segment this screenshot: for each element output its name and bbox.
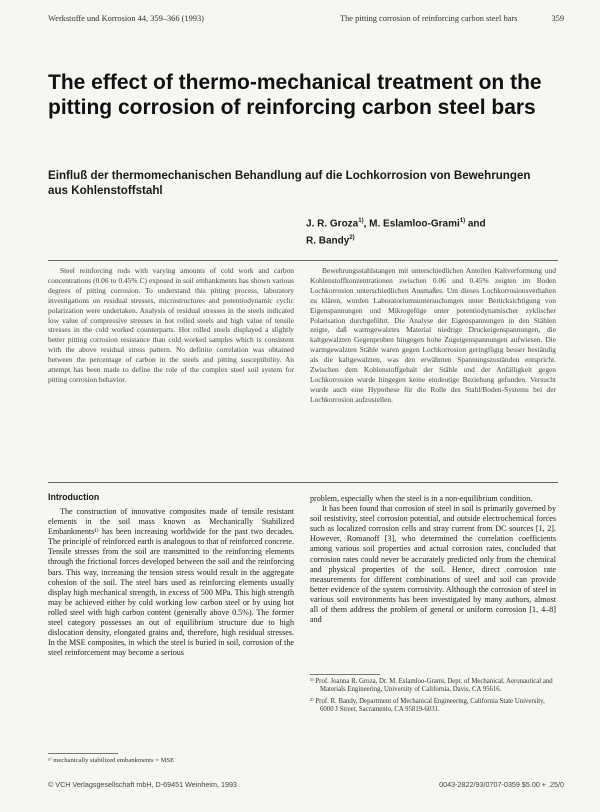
body-column-left bbox=[48, 507, 294, 658]
author-list: J. R. Groza$^{1)}$, M. Eslamloo-Grami$^{1)}$ and R. Bandy$^{2)}$ bbox=[306, 218, 486, 247]
abstract-top-rule bbox=[48, 260, 558, 261]
affiliation-mark: 2) bbox=[349, 235, 355, 242]
footnote-rule bbox=[310, 674, 380, 675]
paragraph: It has been found that corrosion of steel in soil is primarily governed by soil resistivity, steel corrosion potential, and outside electrochemical forces such as localized corrosion cells and stray current from DC sources [1, 2]. However, Romanoff [3], who determined the correlation coefficients among various soil properties and actual corrosion rates, concluded that corrosion rates could never be accurately predicted only from the chemical and physical properties of the soil. Hence, direct corrosion rate measurements for different combinations of steel and soil can provide better evidence of the system corrosivity. Although the corrosion of steel in various soil environments has been investigated by many authors, almost all of them address the problem of general or uniform corrosion [1, 4–8] and bbox=[310, 504, 556, 625]
issn-code: 0043-2822/93/0707-0359 $5.00 + .25/0 bbox=[439, 780, 564, 789]
publisher-copyright: © VCH Verlagsgesellschaft mbH, D-69451 Weinheim, 1993 bbox=[48, 780, 237, 789]
footnote-rule bbox=[48, 753, 118, 754]
author-eslamloo-grami: M. Eslamloo-Grami bbox=[369, 218, 460, 230]
section-heading-introduction: Introduction bbox=[48, 492, 100, 502]
german-title: Einfluß der thermomechanischen Behandlung auf die Lochkorrosion von Bewehrungen aus Kohlenstoffstahl bbox=[48, 169, 531, 197]
affiliation-mark: 1) bbox=[358, 218, 364, 224]
body-column-right bbox=[310, 494, 556, 625]
running-head-journal: Werkstoffe und Korrosion 44, 359–366 (1993) bbox=[48, 14, 204, 23]
footnote-mse: ¹⁾ mechanically stabilized embankments = MSE bbox=[48, 757, 175, 764]
abstract-bottom-rule bbox=[48, 482, 558, 483]
abstract-german: Bewehrungsstahlstangen mit unterschiedlichen Anteilen Kaltverformung und Kohlenstoffkonzentrationen zwischen 0.06 und 0.45% zeigten im Boden Lochkorrosion unterschiedlichen Ausmaßes. Um dieses Lochkorrosionsverhalten zu klären, wurden Laboratoriumsuntersuchungen unter Berücksichtigung von Eigenspannungen und Mikrogefüge unter potentiodynamischer zyklischer Polarisation durchgeführt. Die Analyse der Eigenspannungen in den Stählen zeigte, daß warmgewalztes Material niedrige Druckeigenspannungen, die kaltgewalzten Gegenproben hingegen hohe Zugeigenspannungen aufwiesen. Die warmgewalzten Stähle waren gegen Lochkorrosion geringfügig besser beständig als die kaltgewalzten, was den erwähnten Spannungszuständen entspricht. Zwischen dem Kohlenstoffgehalt der Stähle und der Anfälligkeit gegen Lochkorrosion wurde hingegen keine eindeutige Beziehung gefunden. Versucht wurde auch eine Hypothese für die Rolle des Stahl/Boden-Systems bei der Lochkorrosion aufzustellen. bbox=[310, 266, 556, 404]
paragraph: problem, especially when the steel is in a non-equilibrium condition. bbox=[310, 494, 533, 503]
author-bandy: R. Bandy bbox=[306, 235, 350, 247]
author-groza: J. R. Groza bbox=[306, 218, 359, 230]
affiliation-footnotes bbox=[310, 678, 556, 718]
author-conjunction: and bbox=[467, 218, 486, 230]
running-head-right bbox=[340, 14, 564, 23]
page-number: 359 bbox=[551, 14, 564, 23]
running-head bbox=[48, 14, 564, 23]
abstract-english: Steel reinforcing rods with varying amounts of cold work and carbon concentrations (0.06 to 0.45% C) exposed in soil embankments has shown various degrees of pitting corrosion. To understand this pitting process, laboratory investigations on residual stresses, microstructures and potentiodynamic cyclic polarization were undertaken. Analysis of residual stresses in the steels indicated low value of compressive stresses in hot rolled steels and high value of tensile stresses in the cold worked counterparts. Hot rolled steels displayed a slightly better pitting corrosion resistance than cold worked samples which is consistent with the above residual stress pattern. No definite correlation was obtained between the percentage of carbon in the steels and pitting susceptibility. An attempt has been made to define the role of the complex steel soil system for pitting corrosion behavior. bbox=[48, 266, 294, 384]
article-title: The effect of thermo-mechanical treatment on the pitting corrosion of reinforcing carbon steel bars bbox=[48, 71, 542, 119]
footnote-affiliation-1: ¹⁾ Prof. Joanna R. Groza, Dr. M. Eslamloo-Grami, Dept. of Mechanical, Aeronautical and Materials Engineering, University of California, Davis, CA 95616. bbox=[310, 678, 553, 694]
running-head-title: The pitting corrosion of reinforcing carbon steel bars bbox=[339, 14, 518, 23]
page-footer bbox=[48, 780, 564, 789]
paragraph: The construction of innovative composites made of tensile resistant elements in the soil mass known as Mechanically Stabilized Embankments¹⁾ has been increasing worldwide for the past two decades. The principle of reinforced earth is analogous to that of reinforced concrete. Tensile stresses from the soil are transmitted to the reinforcing elements through the frictional forces developed between the soil and the reinforcing bars. This way, increasing the tension stress would result in the aggregate cohesion of the soil. The steel bars used as reinforcing elements usually display high mechanical strength, in excess of 500 MPa. This high strength may be achieved either by cold working low carbon steel or by using hot rolled steel with high carbon content (generally above 0.5%). The former steel category possesses an out of equilibrium structure due to high dislocation density, elongated grains and, therefore, high residual stresses. In the MSE composites, in which the steel is buried in soil, corrosion of the steel reinforcement may become a serious bbox=[48, 507, 294, 658]
footnote-affiliation-2: ²⁾ Prof. R. Bandy, Department of Mechanical Engineering, California State University, 6000 J Street, Sacramento, CA 95819-6031. bbox=[310, 697, 545, 714]
affiliation-mark: 1) bbox=[459, 218, 466, 224]
